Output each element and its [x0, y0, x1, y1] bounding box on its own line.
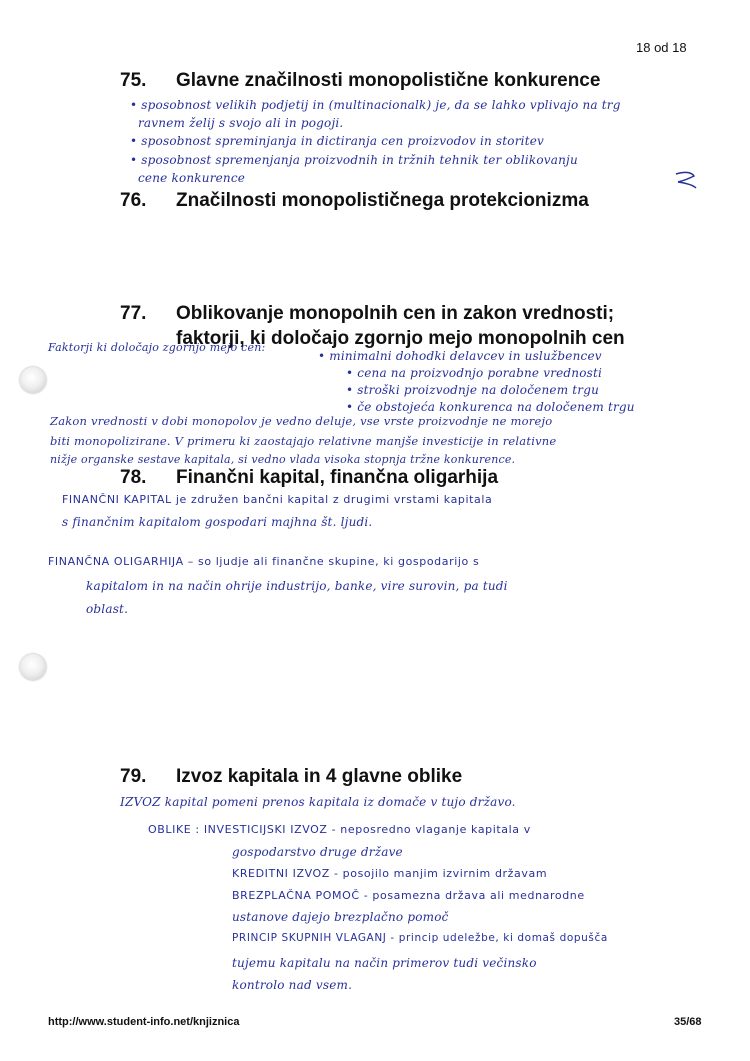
handwritten-note: • sposobnost spreminjanja in dictiranja cen proizvodov in storitev	[130, 134, 545, 148]
question-title: Izvoz kapitala in 4 glavne oblike	[176, 766, 463, 787]
question-title-line1: Oblikovanje monopolnih cen in zakon vrednosti;	[176, 303, 615, 324]
question-title: Glavne značilnosti monopolistične konkurence	[176, 70, 601, 91]
page-counter: 18 od 18	[636, 40, 687, 55]
handwritten-note: • če obstojeća konkurenca na določenem trgu	[346, 400, 635, 414]
handwritten-note: • stroški proizvodnje na določenem trgu	[346, 383, 600, 397]
handwritten-note: s finančnim kapitalom gospodari majhna št. ljudi.	[62, 515, 373, 529]
handwritten-note: cene konkurence	[138, 171, 246, 185]
punch-hole-icon	[20, 367, 46, 393]
handwritten-note: ravnem želij s svojo ali in pogoji.	[138, 116, 344, 130]
question-77-title-line2: faktorji, ki določajo zgornjo mejo monopolnih cen	[176, 328, 625, 349]
punch-hole-icon	[20, 654, 46, 680]
handwritten-note: • cena na proizvodnjo porabne vrednosti	[346, 366, 603, 380]
handwritten-note: PRINCIP SKUPNIH VLAGANJ - princip udeležbe, ki domaš dopušča	[232, 932, 608, 944]
handwritten-note: Zakon vrednosti v dobi monopolov je vedno deluje, vse vrste proizvodnje ne morejo	[50, 414, 553, 428]
handwritten-note: tujemu kapitalu na način primerov tudi večinsko	[232, 956, 537, 970]
handwritten-note: • sposobnost velikih podjetij in (multinacionalk) je, da se lahko vplivajo na trg	[130, 98, 621, 112]
handwritten-note: • minimalni dohodki delavcev in uslužbencev	[318, 349, 602, 363]
handwritten-note: kontrolo nad vsem.	[232, 978, 353, 992]
question-number: 79.	[120, 766, 147, 787]
footer-page-number: 35/68	[674, 1016, 702, 1028]
footer-url: http://www.student-info.net/knjiznica	[48, 1016, 240, 1028]
question-title: Značilnosti monopolističnega protekcionizma	[176, 190, 589, 211]
handwritten-note: OBLIKE : INVESTICIJSKI IZVOZ - neposredno vlaganje kapitala v	[148, 823, 531, 836]
handwritten-note: IZVOZ kapital pomeni prenos kapitala iz domače v tujo državo.	[120, 795, 516, 809]
arrow-scribble-icon	[672, 168, 702, 192]
handwritten-note: KREDITNI IZVOZ - posojilo manjim izvirnim državam	[232, 867, 548, 880]
question-76-title	[120, 190, 589, 212]
handwritten-note: biti monopolizirane. V primeru ki zaostajajo relativne manjše investicije in relativne	[50, 434, 557, 448]
question-number: 76.	[120, 190, 147, 211]
handwritten-note: FINANČNA OLIGARHIJA – so ljudje ali finančne skupine, ki gospodarijo s	[48, 555, 480, 568]
question-number: 78.	[120, 467, 147, 488]
question-number: 77.	[120, 303, 147, 324]
handwritten-note: nižje organske sestave kapitala, si vedno vlada visoka stopnja tržne konkurence.	[50, 453, 516, 466]
handwritten-note: oblast.	[86, 602, 129, 616]
handwritten-note: kapitalom in na način ohrije industrijo, banke, vire surovin, pa tudi	[86, 579, 508, 593]
question-77-title	[120, 303, 614, 325]
handwritten-note: BREZPLAČNA POMOČ - posamezna država ali mednarodne	[232, 889, 585, 902]
question-title: Finančni kapital, finančna oligarhija	[176, 467, 499, 488]
handwritten-note: gospodarstvo druge države	[232, 845, 403, 859]
question-78-title	[120, 467, 498, 489]
question-number: 75.	[120, 70, 147, 91]
handwritten-note: • sposobnost spremenjanja proizvodnih in tržnih tehnik ter oblikovanju	[130, 153, 578, 167]
handwritten-note: ustanove dajejo brezplačno pomoč	[232, 910, 449, 924]
question-79-title	[120, 766, 462, 788]
question-75-title	[120, 70, 600, 92]
handwritten-note: FINANČNI KAPITAL je združen bančni kapital z drugimi vrstami kapitala	[62, 493, 493, 506]
handwritten-margin-note: Faktorji ki določajo zgornjo mejo cen:	[48, 341, 266, 354]
